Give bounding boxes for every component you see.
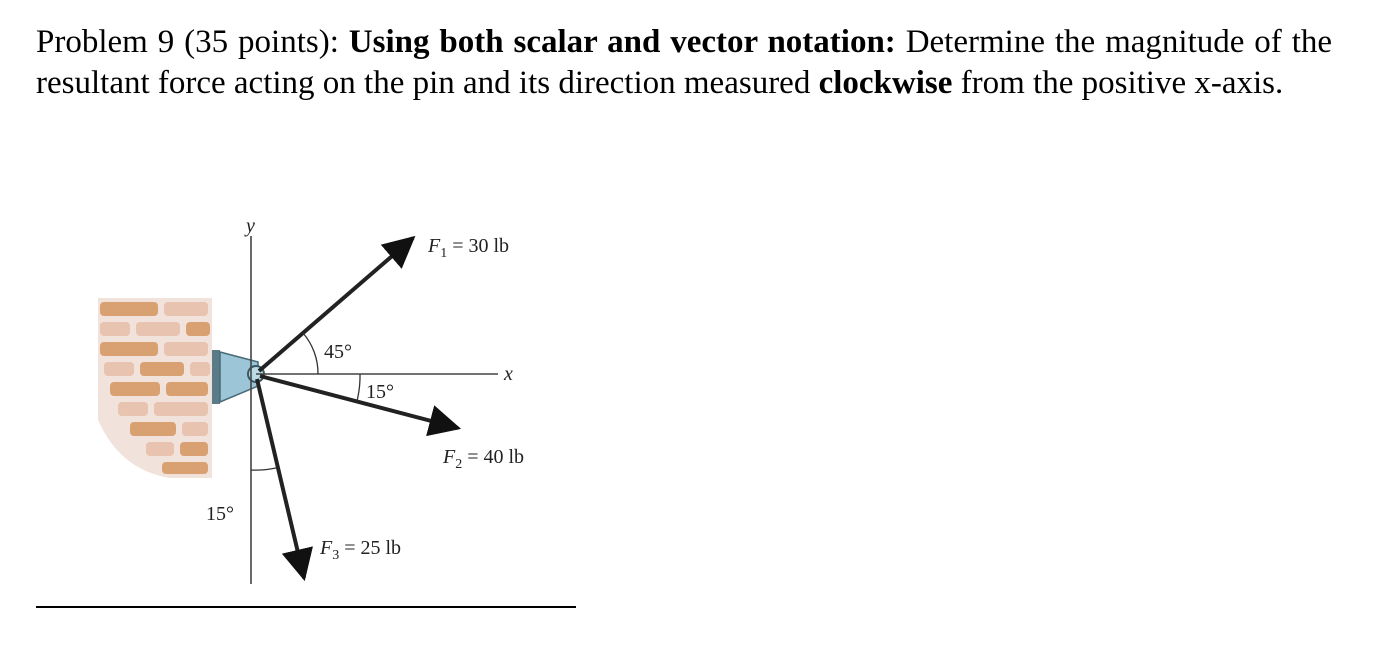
answer-rule	[36, 606, 576, 608]
force-3-subscript: 3	[332, 548, 340, 563]
force-1-symbol: F	[428, 235, 441, 257]
angle-arc-f3	[251, 468, 276, 470]
force-2-symbol: F	[443, 446, 456, 468]
angle-label-f2: 15°	[366, 381, 394, 403]
force-3-symbol: F	[320, 537, 333, 559]
angle-label-f1: 45°	[324, 341, 352, 363]
force-1-value: = 30 lb	[452, 235, 510, 257]
force-3-label	[319, 537, 401, 563]
problem-text-a: Determine the magnitude of the resultant force acting on the pin and its direction measured	[36, 24, 1333, 101]
pin-bracket	[212, 350, 264, 404]
force-3-vector	[257, 379, 304, 578]
angle-arc-f1	[303, 333, 318, 374]
force-2-vector	[260, 376, 458, 428]
angle-arc-f2	[357, 374, 360, 401]
problem-text-b: from the positive x-axis.	[960, 65, 1284, 101]
problem-instruction: Using both scalar and vector notation:	[348, 24, 896, 60]
force-3-value: = 25 lb	[344, 537, 402, 559]
y-axis-label: y	[246, 215, 255, 237]
force-1-subscript: 1	[440, 246, 448, 261]
force-1-label	[427, 235, 509, 261]
x-axis-label: x	[504, 363, 513, 385]
brick-wall	[98, 298, 212, 478]
force-2-label	[442, 446, 524, 472]
force-2-value: = 40 lb	[467, 446, 525, 468]
angle-label-f3: 15°	[206, 503, 234, 525]
problem-title: Problem 9 (35 points):	[36, 24, 339, 60]
force-2-subscript: 2	[455, 457, 463, 472]
problem-emphasis: clockwise	[818, 65, 953, 101]
